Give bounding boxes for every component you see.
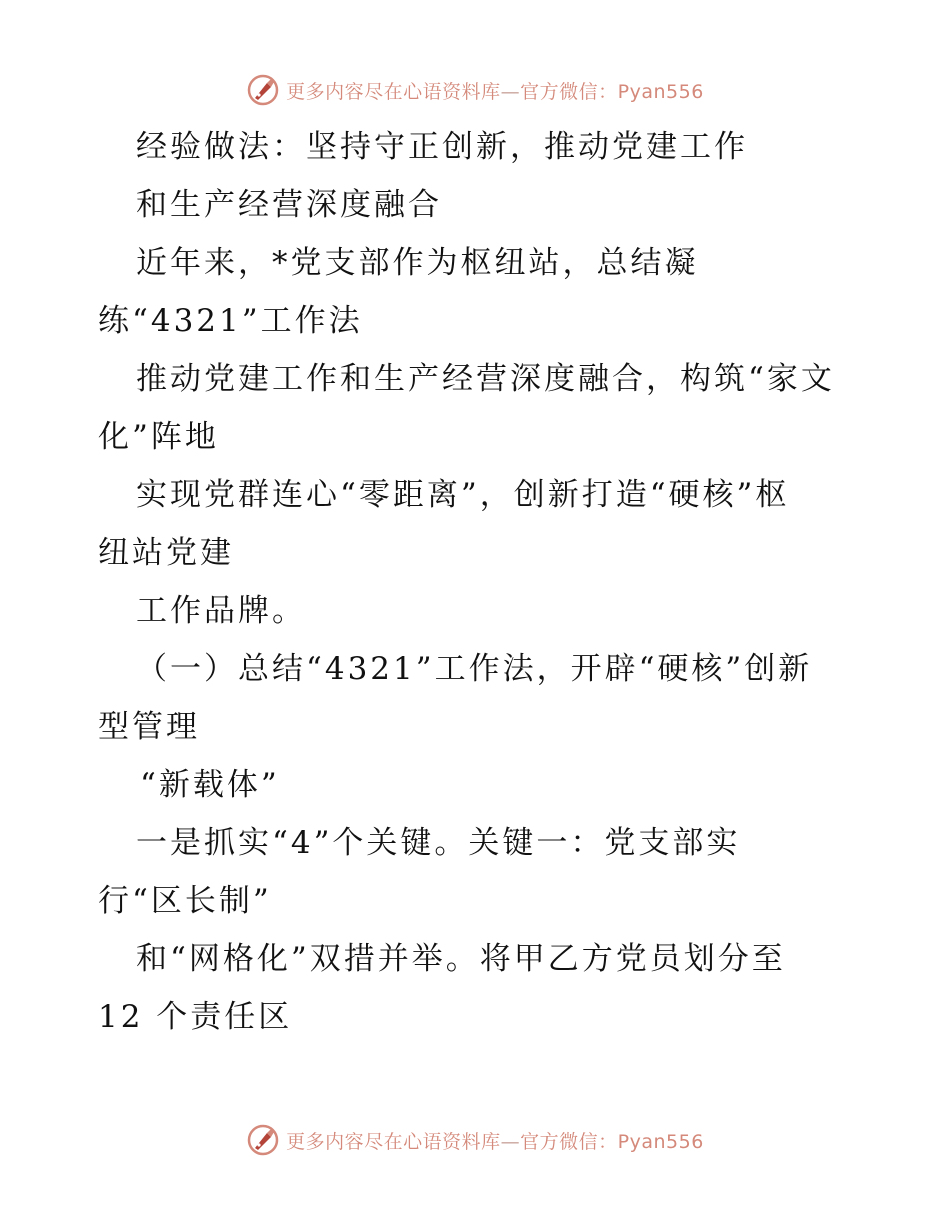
text-line: 纽站党建 <box>98 535 234 571</box>
text-line: 12 个责任区 <box>98 999 293 1035</box>
text-line: 和“网格化”双措并举。将甲乙方党员划分至 <box>136 941 786 977</box>
header-watermark <box>0 70 950 110</box>
pen-nib-circle-icon <box>246 73 280 107</box>
section-heading: （一）总结“4321”工作法，开辟“硬核”创新 <box>136 651 813 687</box>
text-line: “新载体” <box>140 767 280 803</box>
text-line: 经验做法：坚持守正创新，推动党建工作 <box>136 129 748 165</box>
pen-nib-circle-icon <box>246 1123 280 1157</box>
text-line: 近年来，*党支部作为枢纽站，总结凝 <box>136 245 699 281</box>
text-line: 一是抓实“4”个关键。关键一：党支部实 <box>136 825 741 861</box>
watermark-text: 更多内容尽在心语资料库—官方微信：Pyan556 <box>286 80 704 103</box>
text-line: 练“4321”工作法 <box>98 303 363 339</box>
text-line: 实现党群连心“零距离”，创新打造“硬核”枢 <box>136 477 790 513</box>
text-line: 型管理 <box>98 709 200 745</box>
text-line: 工作品牌。 <box>136 593 306 629</box>
text-line: 行“区长制” <box>98 883 272 919</box>
text-line: 化”阵地 <box>98 419 219 455</box>
text-line: 推动党建工作和生产经营深度融合，构筑“家文 <box>136 361 835 397</box>
footer-watermark <box>0 1120 950 1160</box>
watermark-text: 更多内容尽在心语资料库—官方微信：Pyan556 <box>286 1130 704 1153</box>
text-line: 和生产经营深度融合 <box>136 187 442 223</box>
